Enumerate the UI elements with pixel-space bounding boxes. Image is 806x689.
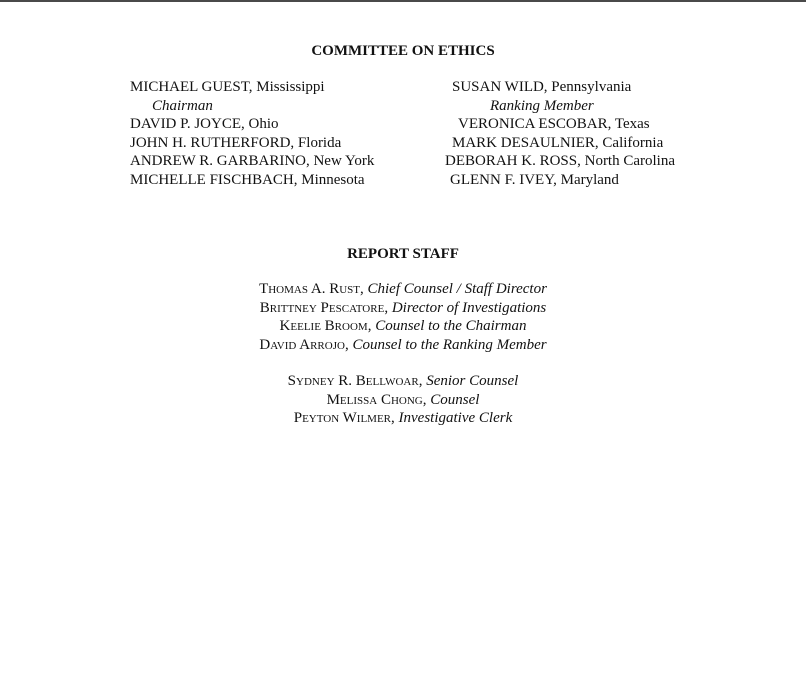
staff-name: Peyton Wilmer [293,410,392,427]
staff-title: Counsel [430,391,480,408]
staff-title: Counsel to the Ranking Member [352,336,547,353]
staff-entry: Thomas A. Rust, Chief Counsel / Staff Director [259,281,547,297]
right-role-label: Ranking Member [490,97,594,114]
majority-members-column [130,78,374,190]
staff-title: Director of Investigations [391,299,547,316]
staff-title: Investigative Clerk [398,410,513,427]
left-member: DAVID P. JOYCE, Ohio [130,116,279,133]
staff-entry: Keelie Broom, Counsel to the Chairman [279,318,527,335]
staff-title: Senior Counsel [426,373,519,389]
staff-name: Keelie Broom [279,318,368,335]
staff-entry: Peyton Wilmer, Investigative Clerk [293,410,513,427]
document-page [0,2,806,689]
left-member: MICHELLE FISCHBACH, Minnesota [130,171,365,188]
staff-title: Chief Counsel / Staff Director [367,281,547,297]
staff-title: Counsel to the Chairman [375,318,527,335]
staff-group-2 [0,372,806,428]
staff-entry: Sydney R. Bellwoar, Senior Counsel [287,373,519,389]
staff-entry: David Arrojo, Counsel to the Ranking Member [259,336,547,353]
right-member: GLENN F. IVEY, Maryland [450,171,619,188]
staff-name: Brittney Pescatore [259,299,385,316]
staff-name: Melissa Chong [326,391,423,408]
staff-name: Thomas A. Rust [259,281,360,297]
left-member: JOHN H. RUTHERFORD, Florida [130,134,342,151]
committee-heading: COMMITTEE ON ETHICS [311,43,495,59]
report-staff-heading: REPORT STAFF [347,246,459,262]
left-role-label: Chairman [152,97,213,114]
right-member: VERONICA ESCOBAR, Texas [458,116,650,133]
staff-name: David Arrojo [259,336,345,353]
staff-name: Sydney R. Bellwoar [287,373,419,389]
left-member: MICHAEL GUEST, Mississippi [130,79,325,95]
minority-members-column [445,78,675,190]
staff-entry: Melissa Chong, Counsel [326,391,480,408]
staff-entry: Brittney Pescatore, Director of Investigations [259,299,547,316]
left-member: ANDREW R. GARBARINO, New York [130,153,375,170]
right-member: MARK DESAULNIER, California [452,134,664,151]
right-member: SUSAN WILD, Pennsylvania [452,79,632,95]
right-member: DEBORAH K. ROSS, North Carolina [445,153,676,170]
staff-group-1 [0,280,806,354]
